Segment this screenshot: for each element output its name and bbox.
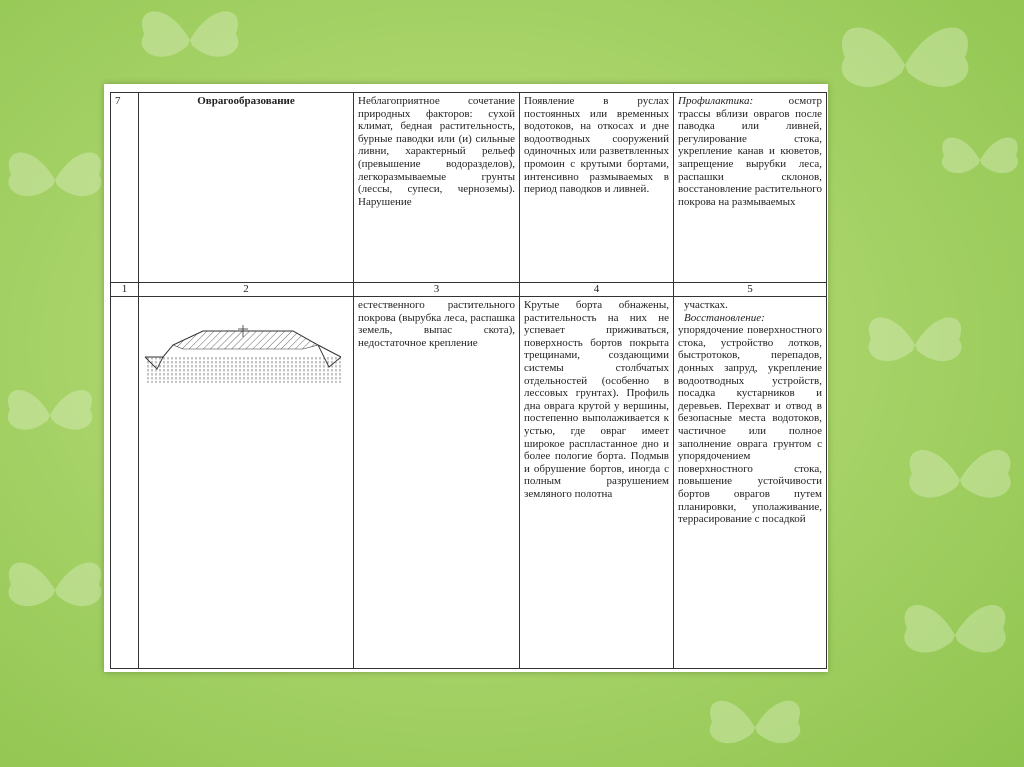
empty-cell: [111, 297, 139, 669]
causes-cell-continued: естественного растительного покрова (вырубка леса, распашка земель, выпас скота), недостаточное крепление: [354, 297, 520, 669]
document-scan: [104, 84, 828, 672]
column-number: 3: [354, 283, 520, 297]
features-cell: Появление в руслах постоянных или временных водотоков, на откосах и дне водоотводных сооружений одиночных или разветвленных промоин с крутыми бортами, интенсивно размываемых в период паводков и ливней.: [520, 93, 674, 283]
table-row: [111, 297, 827, 669]
prevention-label: Профилактика:: [678, 95, 754, 107]
measures-cell: [674, 297, 827, 669]
causes-cell: Неблагоприятное сочетание природных факторов: сухой климат, бедная растительность, бурные паводки или (и) сильные ливни, характерный рельеф (превышение водоразделов), легкоразмываемые грунты (лессы, супеси, черноземы). Нарушение: [354, 93, 520, 283]
measures-start: участках.: [684, 299, 728, 311]
butterfly-icon: [860, 300, 970, 390]
row-number: 7: [111, 93, 139, 283]
table-row: [111, 93, 827, 283]
butterfly-icon: [0, 520, 110, 660]
butterfly-icon: [0, 360, 100, 470]
butterfly-icon: [0, 120, 110, 240]
prevention-text: осмотр трассы вблизи оврагов после паводка или ливней, регулирование стока, укрепление канав и кюветов, запрещение вырубки леса, распашки склонов, восстановление растительного покрова на размываемых: [678, 95, 822, 208]
column-number: 1: [111, 283, 139, 297]
butterfly-icon: [700, 690, 810, 765]
butterfly-icon: [130, 0, 250, 80]
prevention-cell: [674, 93, 827, 283]
column-number: 2: [139, 283, 354, 297]
sketch-cell: [139, 297, 354, 669]
butterfly-icon: [830, 10, 980, 120]
butterfly-icon: [900, 430, 1020, 530]
butterfly-icon: [895, 580, 1015, 690]
gully-formation-table: [110, 92, 827, 669]
phenomenon-title: Оврагообразование: [139, 93, 354, 283]
restoration-label: Восстановление:: [684, 311, 765, 324]
features-cell-continued: Крутые борта обнажены, растительность на них не успевает приживаться, поверхность бортов покрыта трещинами, создающими системы столбчатых отдельностей (особенно в лессовых грунтах). Профиль дна оврага крутой у вершины, постепенно выполаживается к устью, где овраг имеет широкое распластанное дно и более пологие борта. Подмыв и обрушение бортов, иногда с полным разрушением земляного полотна: [520, 297, 674, 669]
restoration-text: упорядочение поверхностного стока, устройство лотков, быстротоков, перепадов, донных запруд, укрепление водоотводных устройств, посадка кустарников и деревьев. Перехват и отвод в безопасные места водотоков, частичное или полное заполнение оврага грунтом с упорядочением поверхностного стока, повышение устойчивости бортов оврагов путем планировки, уполаживание, террасирование с посадкой: [678, 324, 822, 526]
column-number: 5: [674, 283, 827, 297]
gully-cross-section-sketch: [143, 317, 343, 387]
column-number: 4: [520, 283, 674, 297]
butterfly-icon: [935, 120, 1024, 200]
column-number-row: [111, 283, 827, 297]
